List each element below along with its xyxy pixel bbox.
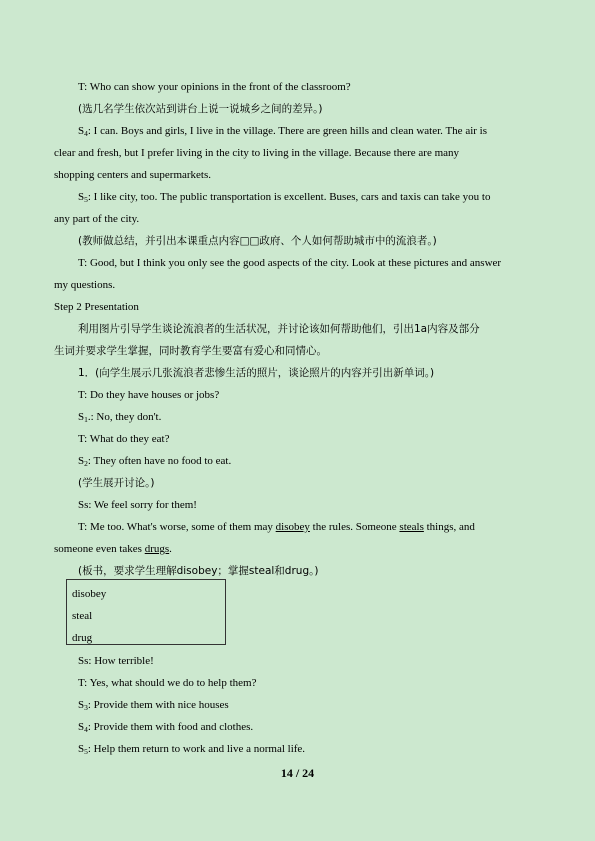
text-line: Ss: We feel sorry for them! bbox=[78, 499, 197, 511]
text-line: Ss: How terrible! bbox=[78, 655, 154, 667]
text-line: (选几名学生依次站到讲台上说一说城乡之间的差异。) bbox=[78, 103, 323, 115]
section-heading: Step 2 Presentation bbox=[54, 301, 139, 313]
text-line: $S_1$.: No, they don't. bbox=[78, 411, 162, 424]
text-line: $S_2$: They often have no food to eat. bbox=[78, 455, 232, 468]
underlined-word: drugs bbox=[144, 543, 170, 555]
text-line: $S_5$: I like city, too. The public transportation is excellent. Buses, cars and taxis can take you to bbox=[78, 191, 491, 204]
text-line: (板书，要求学生理解disobey；掌握steal和drug。) bbox=[78, 565, 319, 577]
text-line: T: What do they eat? bbox=[78, 433, 170, 445]
text-line: T: Yes, what should we do to help them? bbox=[78, 677, 257, 689]
text-line: 生词并要求学生掌握，同时教育学生要富有爱心和同情心。 bbox=[54, 345, 327, 357]
blackboard-word: disobey bbox=[72, 588, 107, 600]
text-line: someone even takes drugs. bbox=[54, 543, 172, 555]
text-line: $S_3$: Provide them with nice houses bbox=[78, 699, 229, 712]
text-line: $S_4$: Provide them with food and clothes. bbox=[78, 721, 254, 734]
text-line: T: Who can show your opinions in the front of the classroom? bbox=[78, 81, 351, 93]
text-line: 利用图片引导学生谈论流浪者的生活状况，并讨论该如何帮助他们，引出1a内容及部分 bbox=[78, 323, 480, 335]
page-number: 14 / 24 bbox=[280, 766, 315, 780]
text-line: (教师做总结，并引出本课重点内容□□政府、个人如何帮助城市中的流浪者。) bbox=[78, 235, 437, 247]
text-line: 1．(向学生展示几张流浪者悲惨生活的照片，谈论照片的内容并引出新单词。) bbox=[78, 367, 435, 379]
text-line: T: Me too. What's worse, some of them may disobey the rules. Someone steals things, and bbox=[78, 521, 475, 533]
underlined-word: steals bbox=[399, 521, 424, 533]
text-line: shopping centers and supermarkets. bbox=[54, 169, 212, 181]
text-line: (学生展开讨论。) bbox=[78, 477, 155, 489]
blackboard-word: steal bbox=[72, 610, 93, 622]
text-line: my questions. bbox=[54, 279, 116, 291]
text-line: T: Do they have houses or jobs? bbox=[78, 389, 220, 401]
text-line: $S_5$: Help them return to work and live a normal life. bbox=[78, 743, 306, 756]
text-line: T: Good, but I think you only see the good aspects of the city. Look at these pictures and answer bbox=[78, 257, 502, 269]
underlined-word: disobey bbox=[275, 521, 310, 533]
text-line: any part of the city. bbox=[54, 213, 140, 225]
text-line: clear and fresh, but I prefer living in the city to living in the village. Because there are many bbox=[54, 147, 460, 159]
blackboard-word: drug bbox=[72, 632, 93, 644]
text-line: $S_4$: I can. Boys and girls, I live in the village. There are green hills and clean water. The air is bbox=[78, 125, 488, 138]
